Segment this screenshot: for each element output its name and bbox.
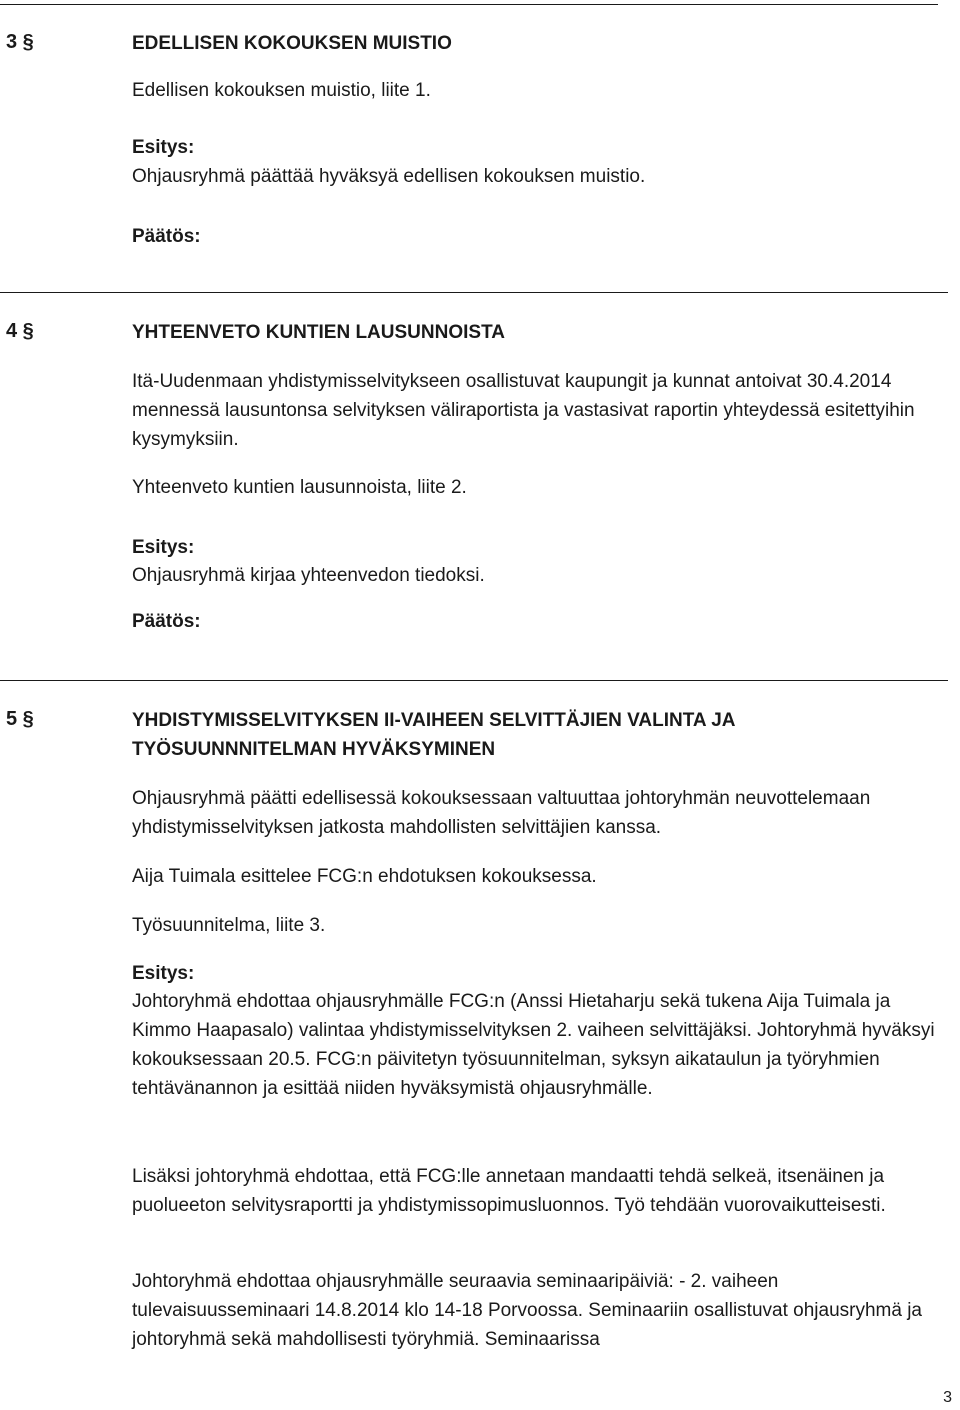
esitys-text: Johtoryhmä ehdottaa ohjausryhmälle FCG:n (Anssi Hietaharju sekä tukena Aija Tuimala ja Kimmo Haapasalo) valintaa yhdistymisselvityksen 2. vaiheen selvittäjäksi. Johtoryhmä hyväksyi kokouksessaan 20.5. FCG:n päivitetyn työsuunnitelman, syksyn aikataulun ja työryhmien tehtävänannon ja esittää niiden hyväksymistä ohjausryhmälle. <box>132 991 935 1099</box>
paatos-label: Päätös: <box>132 226 201 247</box>
section-5-paragraph: Ohjausryhmä päätti edellisessä kokouksessaan valtuuttaa johtoryhmän neuvottelemaan yhdistymisselvityksen jatkosta mahdollisten selvittäjien kanssa. <box>132 788 871 838</box>
section-title: EDELLISEN KOKOUKSEN MUISTIO <box>132 33 452 54</box>
section-4-attachment: Yhteenveto kuntien lausunnoista, liite 2. <box>132 477 467 498</box>
section-number: 3 § <box>6 31 34 53</box>
section-number: 5 § <box>6 708 34 730</box>
esitys-label: Esitys: <box>132 137 195 158</box>
esitys-label: Esitys: <box>132 963 195 984</box>
section-title: YHDISTYMISSELVITYKSEN II-VAIHEEN SELVITTÄJIEN VALINTA JA TYÖSUUNNNITELMAN HYVÄKSYMINEN <box>132 710 735 760</box>
paatos-label: Päätös: <box>132 611 201 632</box>
esitys-label: Esitys: <box>132 537 195 558</box>
esitys-text: Ohjausryhmä kirjaa yhteenvedon tiedoksi. <box>132 565 485 586</box>
section-title: YHTEENVETO KUNTIEN LAUSUNNOISTA <box>132 322 505 343</box>
section-divider <box>0 292 948 293</box>
section-5-mandate: Lisäksi johtoryhmä ehdottaa, että FCG:lle annetaan mandaatti tehdä selkeä, itsenäinen ja puolueeton selvitysraportti ja yhdistymissopimusluonnos. Työ tehdään vuorovaikutteisesti. <box>132 1166 886 1216</box>
section-3-intro: Edellisen kokouksen muistio, liite 1. <box>132 80 431 101</box>
page-number: 3 <box>943 1389 952 1406</box>
section-5-seminar: Johtoryhmä ehdottaa ohjausryhmälle seuraavia seminaaripäiviä: - 2. vaiheen tulevaisuusseminaari 14.8.2014 klo 14-18 Porvoossa. Seminaariin osallistuvat ohjausryhmä ja johtoryhmä sekä mahdollisesti työryhmiä. Seminaarissa <box>132 1271 922 1350</box>
section-4-paragraph: Itä-Uudenmaan yhdistymisselvitykseen osallistuvat kaupungit ja kunnat antoivat 30.4.2014 mennessä lausuntonsa selvityksen väliraportista ja vastasivat raportin yhteydessä esitettyihin kysymyksiin. <box>132 371 915 450</box>
section-number: 4 § <box>6 320 34 342</box>
section-divider <box>0 680 948 681</box>
section-5-presenter: Aija Tuimala esittelee FCG:n ehdotuksen kokouksessa. <box>132 866 597 887</box>
section-divider-top <box>0 4 938 5</box>
esitys-text: Ohjausryhmä päättää hyväksyä edellisen kokouksen muistio. <box>132 166 646 187</box>
section-5-attachment: Työsuunnitelma, liite 3. <box>132 915 326 936</box>
